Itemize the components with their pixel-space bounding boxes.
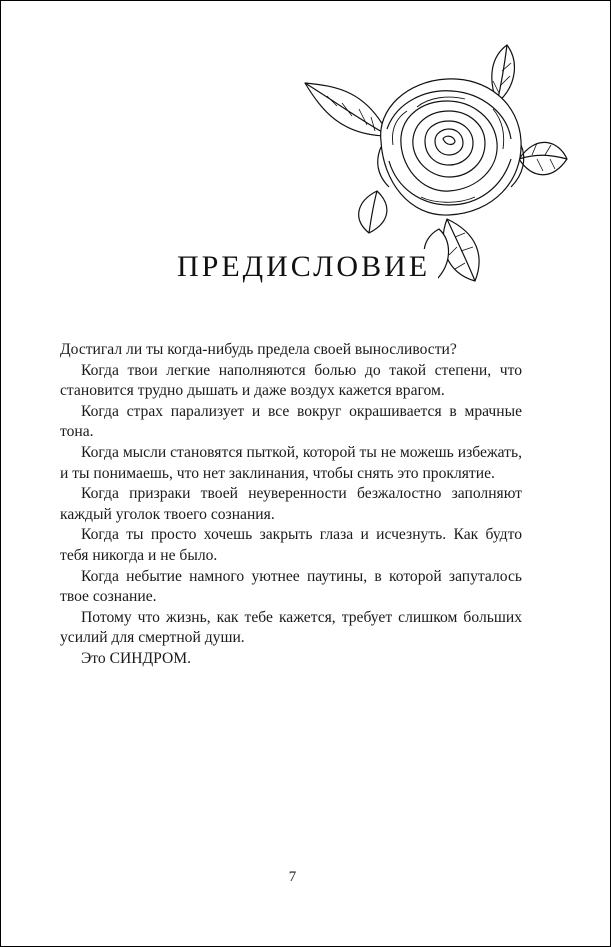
paragraph: Достигал ли ты когда-нибудь предела своей выносливости? — [60, 341, 457, 358]
leaf-left-bottom — [359, 191, 387, 233]
body-text — [60, 340, 522, 670]
page-number: 7 — [288, 869, 297, 885]
paragraph: Когда твои легкие наполняются болью до такой степени, что становится трудно дышать и даже воздух кажется врагом. — [60, 361, 522, 400]
rose-bloom — [378, 79, 524, 215]
paragraph: Когда призраки твоей неуверенности безжалостно заполняют каждый уголок твоего сознания. — [60, 485, 522, 523]
page-heading: ПРЕДИСЛОВИЕ — [171, 249, 438, 285]
paragraph: Когда страх парализует и все вокруг окрашивается в мрачные тона. — [60, 402, 522, 441]
paragraph: Это СИНДРОМ. — [81, 649, 192, 667]
paragraph: Потому что жизнь, как тебе кажется, требует слишком больших усилий для смертной души. — [60, 608, 522, 647]
leaf-top-left — [305, 83, 389, 136]
paragraph: Когда ты просто хочешь закрыть глаза и исчезнуть. Как будто тебя никогда и не было. — [60, 526, 522, 564]
leaf-right — [519, 142, 567, 174]
paragraph: Когда мысли становятся пыткой, которой ты не можешь избежать, и ты понимаешь, что нет заклинания, чтобы снять это проклятие. — [60, 443, 522, 482]
paragraph: Когда небытие намного уютнее паутины, в которой запуталось твое сознание. — [60, 567, 522, 606]
